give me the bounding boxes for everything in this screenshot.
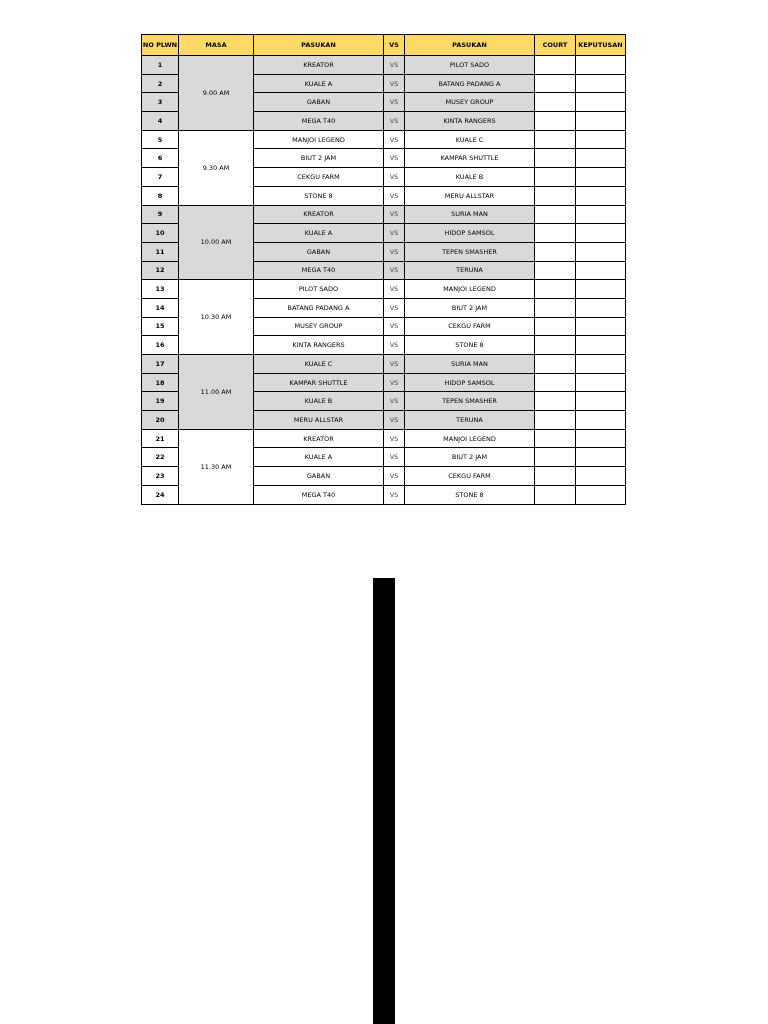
court-cell xyxy=(535,448,576,467)
result-cell xyxy=(576,224,626,243)
vs-label: VS xyxy=(384,298,405,317)
team-b: TEPEN SMASHER xyxy=(405,242,535,261)
team-b: KUALE B xyxy=(405,168,535,187)
team-a: BIUT 2 JAM xyxy=(254,149,384,168)
match-number: 11 xyxy=(142,242,179,261)
team-b: CEKGU FARM xyxy=(405,467,535,486)
result-cell xyxy=(576,130,626,149)
team-a: PILOT SADO xyxy=(254,280,384,299)
match-number: 1 xyxy=(142,56,179,75)
team-b: MANJOI LEGEND xyxy=(405,280,535,299)
team-b: PILOT SADO xyxy=(405,56,535,75)
vs-label: VS xyxy=(384,392,405,411)
match-number: 10 xyxy=(142,224,179,243)
team-b: TERUNA xyxy=(405,411,535,430)
team-a: MUSEY GROUP xyxy=(254,317,384,336)
team-a: KREATOR xyxy=(254,205,384,224)
result-cell xyxy=(576,56,626,75)
team-b: BIUT 2 JAM xyxy=(405,448,535,467)
court-cell xyxy=(535,429,576,448)
match-number: 6 xyxy=(142,149,179,168)
time-slot: 11.00 AM xyxy=(179,355,254,430)
team-a: MEGA T40 xyxy=(254,485,384,504)
team-a: KINTA RANGERS xyxy=(254,336,384,355)
time-slot: 9.30 AM xyxy=(179,130,254,205)
header-court: COURT xyxy=(535,35,576,56)
team-b: STONE 8 xyxy=(405,485,535,504)
match-number: 18 xyxy=(142,373,179,392)
court-cell xyxy=(535,74,576,93)
header-vs: VS xyxy=(384,35,405,56)
team-b: TERUNA xyxy=(405,261,535,280)
result-cell xyxy=(576,205,626,224)
vs-label: VS xyxy=(384,336,405,355)
team-a: GABAN xyxy=(254,467,384,486)
header-no-plwn: NO PLWN xyxy=(142,35,179,56)
court-cell xyxy=(535,336,576,355)
result-cell xyxy=(576,149,626,168)
time-slot: 9.00 AM xyxy=(179,56,254,131)
match-number: 8 xyxy=(142,186,179,205)
court-cell xyxy=(535,261,576,280)
result-cell xyxy=(576,485,626,504)
team-b: MERU ALLSTAR xyxy=(405,186,535,205)
match-number: 14 xyxy=(142,298,179,317)
match-number: 9 xyxy=(142,205,179,224)
result-cell xyxy=(576,411,626,430)
result-cell xyxy=(576,429,626,448)
vs-label: VS xyxy=(384,429,405,448)
match-number: 20 xyxy=(142,411,179,430)
table-row xyxy=(142,429,626,448)
result-cell xyxy=(576,355,626,374)
court-cell xyxy=(535,112,576,131)
header-pasukan-b: PASUKAN xyxy=(405,35,535,56)
team-a: GABAN xyxy=(254,242,384,261)
team-a: KREATOR xyxy=(254,429,384,448)
court-cell xyxy=(535,467,576,486)
team-b: STONE 8 xyxy=(405,336,535,355)
match-number: 24 xyxy=(142,485,179,504)
vs-label: VS xyxy=(384,467,405,486)
vs-label: VS xyxy=(384,130,405,149)
vs-label: VS xyxy=(384,56,405,75)
table-row xyxy=(142,56,626,75)
match-number: 23 xyxy=(142,467,179,486)
time-slot: 10.30 AM xyxy=(179,280,254,355)
table-row xyxy=(142,130,626,149)
team-a: CEKGU FARM xyxy=(254,168,384,187)
team-b: MUSEY GROUP xyxy=(405,93,535,112)
team-b: KUALE C xyxy=(405,130,535,149)
vs-label: VS xyxy=(384,205,405,224)
vs-label: VS xyxy=(384,261,405,280)
court-cell xyxy=(535,485,576,504)
match-number: 21 xyxy=(142,429,179,448)
court-cell xyxy=(535,56,576,75)
team-a: MEGA T40 xyxy=(254,261,384,280)
result-cell xyxy=(576,242,626,261)
vs-label: VS xyxy=(384,112,405,131)
result-cell xyxy=(576,392,626,411)
match-number: 13 xyxy=(142,280,179,299)
match-number: 12 xyxy=(142,261,179,280)
header-pasukan-a: PASUKAN xyxy=(254,35,384,56)
team-a: KUALE C xyxy=(254,355,384,374)
header-row xyxy=(142,35,626,56)
court-cell xyxy=(535,224,576,243)
team-b: SURIA MAN xyxy=(405,355,535,374)
court-cell xyxy=(535,392,576,411)
team-a: MANJOI LEGEND xyxy=(254,130,384,149)
team-a: MEGA T40 xyxy=(254,112,384,131)
team-b: KAMPAR SHUTTLE xyxy=(405,149,535,168)
match-number: 2 xyxy=(142,74,179,93)
match-number: 7 xyxy=(142,168,179,187)
result-cell xyxy=(576,467,626,486)
vs-label: VS xyxy=(384,280,405,299)
match-number: 15 xyxy=(142,317,179,336)
vs-label: VS xyxy=(384,74,405,93)
result-cell xyxy=(576,317,626,336)
black-vertical-bar xyxy=(373,578,395,1024)
match-number: 17 xyxy=(142,355,179,374)
court-cell xyxy=(535,93,576,112)
court-cell xyxy=(535,242,576,261)
result-cell xyxy=(576,448,626,467)
result-cell xyxy=(576,74,626,93)
header-masa: MASA xyxy=(179,35,254,56)
schedule-body xyxy=(142,56,626,505)
court-cell xyxy=(535,168,576,187)
team-a: KUALE A xyxy=(254,74,384,93)
time-slot: 11.30 AM xyxy=(179,429,254,504)
vs-label: VS xyxy=(384,485,405,504)
table-row xyxy=(142,280,626,299)
team-a: STONE 8 xyxy=(254,186,384,205)
match-number: 22 xyxy=(142,448,179,467)
result-cell xyxy=(576,93,626,112)
vs-label: VS xyxy=(384,242,405,261)
header-keputusan: KEPUTUSAN xyxy=(576,35,626,56)
vs-label: VS xyxy=(384,448,405,467)
match-number: 19 xyxy=(142,392,179,411)
result-cell xyxy=(576,373,626,392)
court-cell xyxy=(535,130,576,149)
court-cell xyxy=(535,317,576,336)
vs-label: VS xyxy=(384,149,405,168)
team-b: CEKGU FARM xyxy=(405,317,535,336)
vs-label: VS xyxy=(384,168,405,187)
time-slot: 10.00 AM xyxy=(179,205,254,280)
vs-label: VS xyxy=(384,224,405,243)
team-b: BIUT 2 JAM xyxy=(405,298,535,317)
result-cell xyxy=(576,336,626,355)
court-cell xyxy=(535,186,576,205)
match-number: 5 xyxy=(142,130,179,149)
match-number: 3 xyxy=(142,93,179,112)
team-a: MERU ALLSTAR xyxy=(254,411,384,430)
vs-label: VS xyxy=(384,373,405,392)
vs-label: VS xyxy=(384,355,405,374)
team-b: HIDOP SAMSOL xyxy=(405,373,535,392)
vs-label: VS xyxy=(384,317,405,336)
result-cell xyxy=(576,298,626,317)
team-b: KINTA RANGERS xyxy=(405,112,535,131)
match-number: 4 xyxy=(142,112,179,131)
vs-label: VS xyxy=(384,411,405,430)
result-cell xyxy=(576,186,626,205)
team-a: GABAN xyxy=(254,93,384,112)
court-cell xyxy=(535,149,576,168)
team-b: BATANG PADANG A xyxy=(405,74,535,93)
vs-label: VS xyxy=(384,186,405,205)
vs-label: VS xyxy=(384,93,405,112)
result-cell xyxy=(576,112,626,131)
court-cell xyxy=(535,298,576,317)
team-a: KUALE A xyxy=(254,224,384,243)
result-cell xyxy=(576,280,626,299)
team-a: KREATOR xyxy=(254,56,384,75)
court-cell xyxy=(535,411,576,430)
team-b: MANJOI LEGEND xyxy=(405,429,535,448)
match-number: 16 xyxy=(142,336,179,355)
court-cell xyxy=(535,373,576,392)
team-b: SURIA MAN xyxy=(405,205,535,224)
result-cell xyxy=(576,261,626,280)
team-b: HIDOP SAMSOL xyxy=(405,224,535,243)
table-row xyxy=(142,205,626,224)
team-a: KAMPAR SHUTTLE xyxy=(254,373,384,392)
team-a: KUALE B xyxy=(254,392,384,411)
table-row xyxy=(142,355,626,374)
court-cell xyxy=(535,205,576,224)
team-b: TEPEN SMASHER xyxy=(405,392,535,411)
match-schedule-table xyxy=(141,34,626,505)
team-a: BATANG PADANG A xyxy=(254,298,384,317)
court-cell xyxy=(535,280,576,299)
result-cell xyxy=(576,168,626,187)
team-a: KUALE A xyxy=(254,448,384,467)
court-cell xyxy=(535,355,576,374)
